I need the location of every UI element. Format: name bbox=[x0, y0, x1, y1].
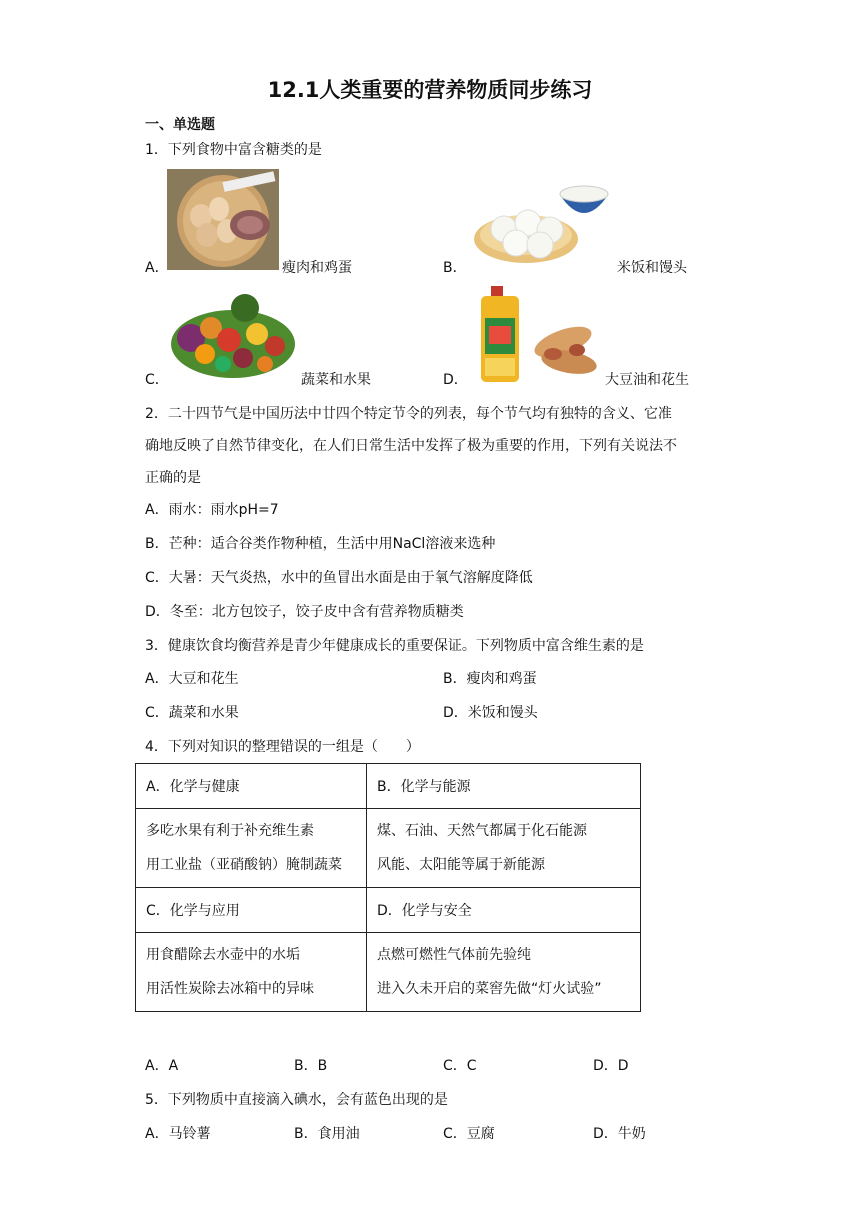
table-cell-a-line1: 多吃水果有利于补充维生素 bbox=[146, 823, 314, 839]
section-heading: 一、单选题 bbox=[145, 117, 215, 133]
q1-option-b-label: B． bbox=[443, 260, 467, 276]
q1-option-c-text: 蔬菜和水果 bbox=[301, 372, 371, 388]
q4-option-b: B．B bbox=[294, 1058, 328, 1074]
table-cell-a-line2: 用工业盐（亚硝酸钠）腌制蔬菜 bbox=[146, 857, 342, 873]
eggs-meat-image bbox=[167, 169, 279, 270]
table-cell-d-line2: 进入久未开启的菜窖先做“灯火试验” bbox=[377, 981, 602, 997]
table-cell-b bbox=[367, 809, 641, 888]
table-cell-c bbox=[136, 933, 367, 1012]
q2-stem-line3: 正确的是 bbox=[145, 470, 201, 486]
q1-stem: 1．下列食物中富含糖类的是 bbox=[145, 142, 322, 158]
oil-peanuts-image bbox=[477, 284, 603, 384]
page-title: 12.1人类重要的营养物质同步练习 bbox=[267, 78, 593, 102]
q3-option-c: C．蔬菜和水果 bbox=[145, 705, 239, 721]
q5-option-b: B．食用油 bbox=[294, 1126, 360, 1142]
vegetables-fruits-image bbox=[167, 288, 299, 382]
q1-option-d-label: D． bbox=[443, 372, 468, 388]
table-cell-c-line1: 用食醋除去水壶中的水垢 bbox=[146, 947, 300, 963]
q1-option-c-label: C． bbox=[145, 372, 169, 388]
table-cell-a bbox=[136, 809, 367, 888]
table-header-a: A．化学与健康 bbox=[136, 764, 367, 809]
q1-option-d-text: 大豆油和花生 bbox=[605, 372, 689, 388]
q1-option-a-label: A． bbox=[145, 260, 169, 276]
table-header-b: B．化学与能源 bbox=[367, 764, 641, 809]
q4-option-d: D．D bbox=[593, 1058, 629, 1074]
q3-option-d: D．米饭和馒头 bbox=[443, 705, 538, 721]
q3-stem: 3．健康饮食均衡营养是青少年健康成长的重要保证。下列物质中富含维生素的是 bbox=[145, 638, 644, 654]
q5-option-c: C．豆腐 bbox=[443, 1126, 495, 1142]
q2-stem-line1: 2．二十四节气是中国历法中廿四个特定节令的列表，每个节气均有独特的含义、它准 bbox=[145, 406, 672, 422]
q2-option-c: C．大暑：天气炎热，水中的鱼冒出水面是由于氧气溶解度降低 bbox=[145, 570, 533, 586]
q3-option-b: B．瘦肉和鸡蛋 bbox=[443, 671, 537, 687]
q2-option-b: B．芒种：适合谷类作物种植，生活中用NaCl溶液来选种 bbox=[145, 536, 496, 552]
table-cell-d bbox=[367, 933, 641, 1012]
rice-buns-image bbox=[472, 177, 612, 267]
q4-stem: 4．下列对知识的整理错误的一组是（ ） bbox=[145, 739, 420, 755]
q1-option-a-text: 瘦肉和鸡蛋 bbox=[282, 260, 352, 276]
q2-option-a: A．雨水：雨水pH=7 bbox=[145, 502, 279, 518]
q2-option-d: D．冬至：北方包饺子，饺子皮中含有营养物质糖类 bbox=[145, 604, 464, 620]
table-cell-b-line2: 风能、太阳能等属于新能源 bbox=[377, 857, 545, 873]
q5-stem: 5．下列物质中直接滴入碘水，会有蓝色出现的是 bbox=[145, 1092, 448, 1108]
table-header-d: D．化学与安全 bbox=[367, 888, 641, 933]
knowledge-table bbox=[135, 763, 641, 1012]
q3-option-a: A．大豆和花生 bbox=[145, 671, 239, 687]
table-header-c: C．化学与应用 bbox=[136, 888, 367, 933]
table-cell-d-line1: 点燃可燃性气体前先验纯 bbox=[377, 947, 531, 963]
q4-option-a: A．A bbox=[145, 1058, 179, 1074]
table-cell-c-line2: 用活性炭除去冰箱中的异味 bbox=[146, 981, 314, 997]
q5-option-a: A．马铃薯 bbox=[145, 1126, 211, 1142]
q1-option-b-text: 米饭和馒头 bbox=[617, 260, 687, 276]
table-cell-b-line1: 煤、石油、天然气都属于化石能源 bbox=[377, 823, 587, 839]
q5-option-d: D．牛奶 bbox=[593, 1126, 646, 1142]
q2-stem-line2: 确地反映了自然节律变化，在人们日常生活中发挥了极为重要的作用，下列有关说法不 bbox=[145, 438, 677, 454]
q4-option-c: C．C bbox=[443, 1058, 477, 1074]
